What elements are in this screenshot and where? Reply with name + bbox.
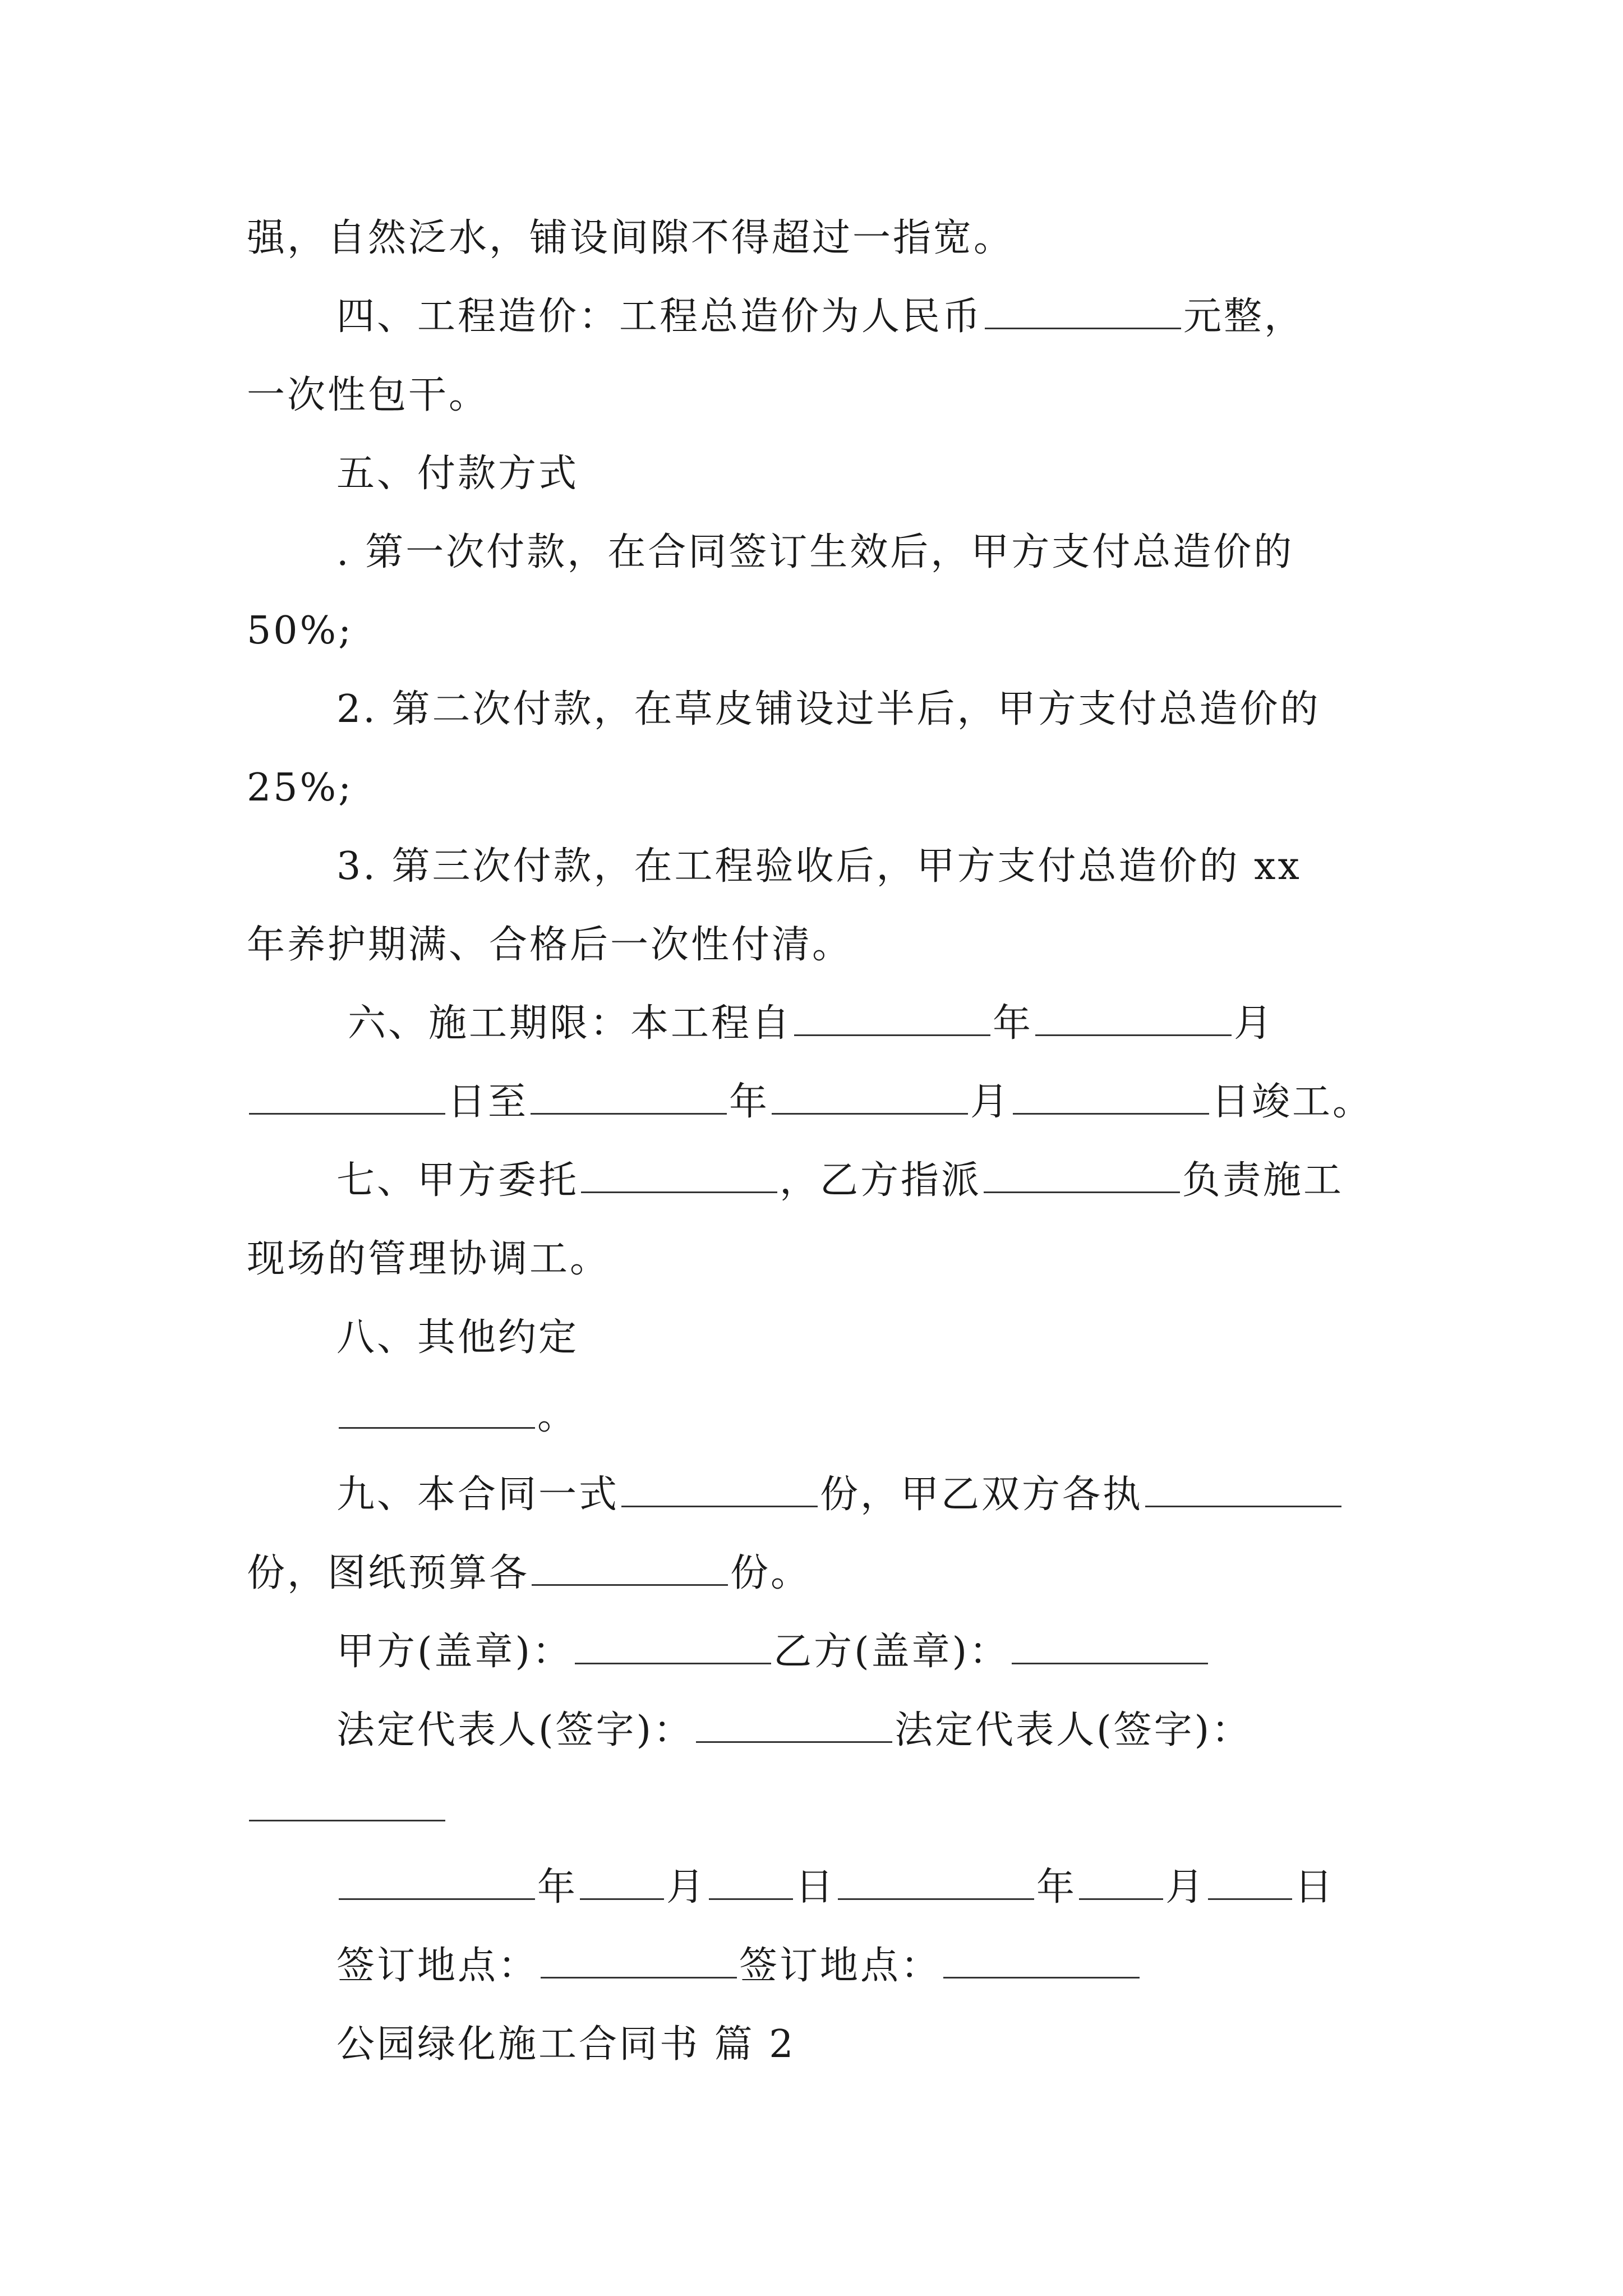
blank-field[interactable] <box>339 1392 535 1429</box>
clause-text: 。 <box>537 1394 578 1438</box>
blank-field[interactable] <box>1035 1000 1232 1036</box>
day-field[interactable] <box>1208 1864 1292 1900</box>
date-line <box>336 1862 1335 1913</box>
blank-field[interactable] <box>1013 1078 1209 1115</box>
year-field[interactable] <box>339 1864 535 1900</box>
clause-heading: 八、其他约定 <box>336 1315 579 1360</box>
paragraph-text: 年养护期满、合格后一次性付清。 <box>247 923 853 967</box>
paragraph-text: 强，自然泛水，铺设间隙不得超过一指宽。 <box>247 216 1015 260</box>
signing-place-field[interactable] <box>541 1942 737 1978</box>
party-b-rep-label: 法定代表人(签字)： <box>895 1708 1252 1752</box>
text-line <box>247 1077 1373 1128</box>
clause-text: ，乙方指派 <box>780 1158 982 1203</box>
date-unit: 日 <box>795 1865 836 1910</box>
clause-text: 月 <box>1234 1001 1275 1046</box>
month-field[interactable] <box>580 1864 664 1900</box>
month-field[interactable] <box>1079 1864 1163 1900</box>
text-line <box>247 763 353 813</box>
payment-2 <box>336 684 1321 735</box>
signature-line-continued <box>247 1784 448 1834</box>
date-unit: 年 <box>1036 1865 1077 1910</box>
seal-line <box>336 1627 1210 1677</box>
blank-field[interactable] <box>1145 1471 1341 1507</box>
clause-7-management <box>336 1156 1344 1206</box>
party-b-rep-field[interactable] <box>249 1785 445 1821</box>
blank-field[interactable] <box>532 1549 728 1586</box>
clause-6-period <box>348 999 1274 1049</box>
section-heading: 公园绿化施工合同书 篇 2 <box>336 2022 796 2067</box>
clause-9-copies <box>336 1470 1344 1520</box>
text-line <box>247 606 353 656</box>
date-unit: 月 <box>666 1865 707 1910</box>
blank-field[interactable] <box>621 1471 818 1507</box>
clause-text: 元整， <box>1183 295 1305 339</box>
text-line <box>247 370 489 421</box>
signature-line <box>336 1705 1252 1756</box>
day-field[interactable] <box>709 1864 793 1900</box>
other-agreement-line <box>336 1391 578 1442</box>
payment-1 <box>336 527 1294 578</box>
clause-text: 份，甲乙双方各执 <box>820 1473 1144 1517</box>
clause-text: 七、甲方委托 <box>336 1158 579 1203</box>
clause-text: 日竣工。 <box>1211 1080 1373 1124</box>
clause-text: 月 <box>970 1080 1011 1124</box>
signing-place-label: 签订地点： <box>739 1944 942 1988</box>
blank-field[interactable] <box>772 1078 968 1115</box>
clause-text: 日至 <box>448 1080 529 1124</box>
clause-text: 份。 <box>730 1551 811 1595</box>
paragraph-text: 现场的管理协调工。 <box>247 1237 611 1281</box>
payment-3 <box>336 841 1302 892</box>
blank-field[interactable] <box>985 293 1181 329</box>
text-line <box>247 920 852 970</box>
date-unit: 年 <box>537 1865 578 1910</box>
blank-field[interactable] <box>531 1078 727 1115</box>
year-field[interactable] <box>838 1864 1034 1900</box>
signing-place-line <box>336 1941 1142 1991</box>
paragraph-text: 2. 第二次付款，在草皮铺设过半后，甲方支付总造价的 <box>336 687 1321 731</box>
blank-field[interactable] <box>249 1078 445 1115</box>
clause-4-price <box>336 292 1304 342</box>
party-b-seal-field[interactable] <box>1012 1628 1208 1664</box>
clause-text: 六、施工期限：本工程自 <box>348 1001 792 1046</box>
clause-5-heading <box>336 449 579 499</box>
document-page <box>247 0 1391 2296</box>
text-line <box>247 1234 610 1285</box>
signing-place-label: 签订地点： <box>336 1944 539 1988</box>
clause-text: 份，图纸预算各 <box>247 1551 530 1595</box>
paragraph-text: 3. 第三次付款，在工程验收后，甲方支付总造价的 xx <box>336 844 1302 889</box>
blank-field[interactable] <box>794 1000 990 1036</box>
text-line <box>247 213 1014 264</box>
clause-heading: 五、付款方式 <box>336 452 579 496</box>
section-title <box>336 2019 796 2070</box>
blank-field[interactable] <box>984 1157 1180 1193</box>
clause-text: 九、本合同一式 <box>336 1473 620 1517</box>
paragraph-text: . 第一次付款，在合同签订生效后，甲方支付总造价的 <box>336 530 1294 574</box>
clause-text: 四、工程造价：工程总造价为人民币 <box>336 295 983 339</box>
clause-text: 负责施工 <box>1182 1158 1344 1203</box>
party-a-rep-label: 法定代表人(签字)： <box>336 1708 694 1752</box>
paragraph-text: 一次性包干。 <box>247 373 490 417</box>
date-unit: 日 <box>1294 1865 1335 1910</box>
paragraph-text: 50%; <box>247 609 354 653</box>
clause-8-heading <box>336 1313 579 1363</box>
clause-text: 年 <box>729 1080 770 1124</box>
party-a-rep-field[interactable] <box>696 1706 892 1743</box>
signing-place-field[interactable] <box>943 1942 1140 1978</box>
text-line <box>247 1548 811 1599</box>
blank-field[interactable] <box>581 1157 777 1193</box>
date-unit: 月 <box>1165 1865 1206 1910</box>
clause-text: 年 <box>993 1001 1034 1046</box>
party-a-seal-field[interactable] <box>575 1628 771 1664</box>
party-b-seal-label: 乙方(盖章)： <box>773 1630 1010 1674</box>
party-a-seal-label: 甲方(盖章)： <box>336 1630 573 1674</box>
paragraph-text: 25%; <box>247 766 354 810</box>
